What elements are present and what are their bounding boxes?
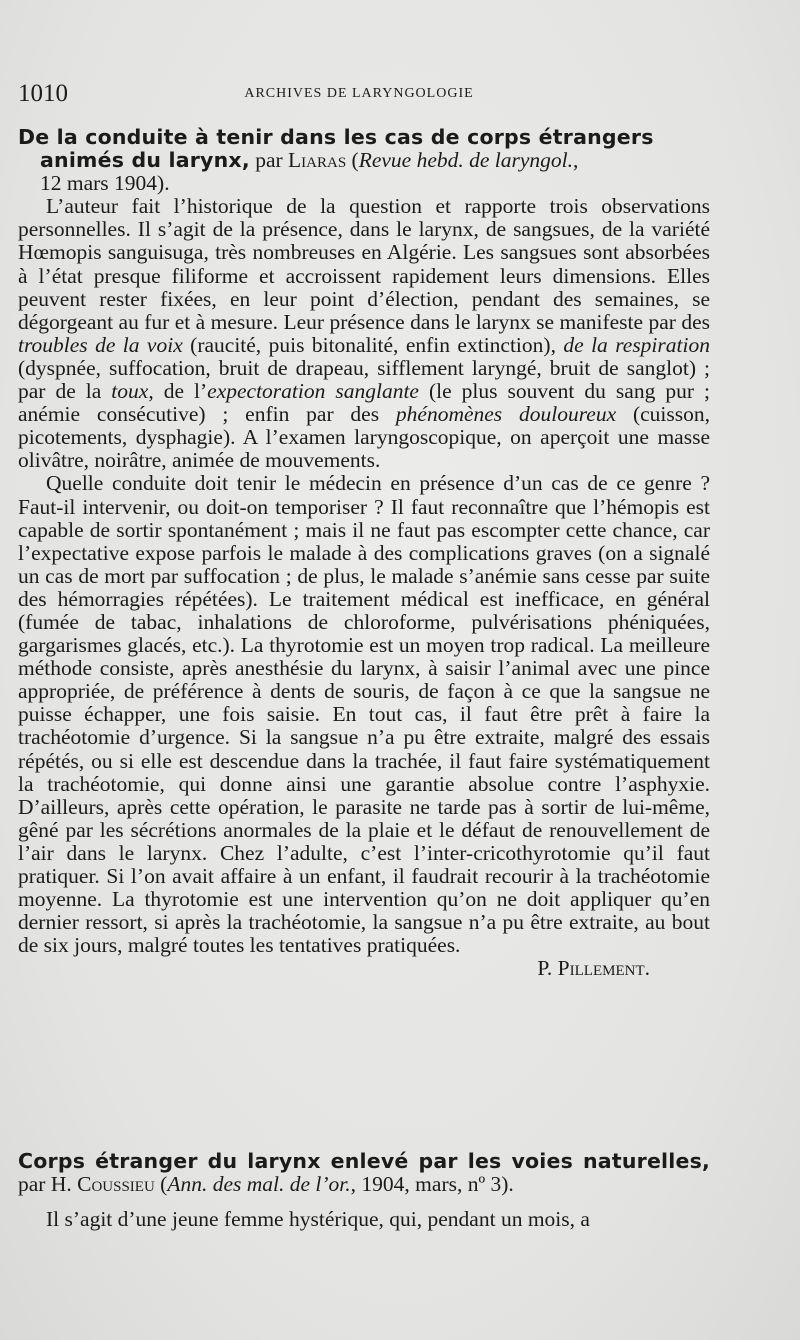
p2-text: Quelle conduite doit tenir le médecin en présence d’un cas de ce genre ? Faut-il intervenir, ou doit-on temporiser ? Il faut reconnaître que l’hémopis est capable de sortir spontanément ; mais il ne faut pas escompter cette chance, car l’expectative expose parfois le malade à des complications graves (on a signalé un cas de mort par suffocation ; de plus, le malade s’anémie sans cesse par suite des hémorragies répétées). Le traitement médical est inefficace, en général (fumée de tabac, inhalations de chloroforme, pulvérisations phéniquées, gargarismes glacés, etc.). La thyrotomie est un moyen trop radical. La meilleure méthode consiste, après anesthésie du larynx, à saisir l’animal avec une pince appropriée, de préférence à dents de souris, de façon à ce que la sangsue ne puisse échapper, une fois saisie. En tout cas, il faut être prêt à faire la trachéotomie d’urgence. Si la sangsue n’a pu être extraite, malgré des essais répétés, ou si elle est descendue dans la trachée, il faut faire systématiquement la trachéotomie, qui donne ainsi une garantie absolue contre l’asphyxie. D’ailleurs, après cette opération, le parasite ne tarde pas à sortir de lui-même, gêné par les sécrétions anormales de la plaie et le défaut de renouvellement de l’air dans le larynx. Chez l’adulte, c’est l’inter-cricothyrotomie qu’il faut pratiquer. Si l’on avait affaire à un enfant, il faudrait recourir à la trachéotomie moyenne. La thyrotomie est une intervention qu’on ne doit appliquer qu’en dernier ressort, si après la trachéotomie, la sangsue n’a pu être extraite, au bout de six jours, malgré toutes les tentatives pratiquées. bbox=[18, 471, 710, 958]
article-1-body bbox=[18, 195, 710, 957]
article-1-source-close: , bbox=[573, 148, 579, 173]
article-1-signature-row bbox=[18, 957, 710, 980]
p1-italic-4: expectoration sanglante bbox=[207, 379, 419, 404]
p1-text-3: (dyspnée, suffocation, bruit de drapeau, sifflement laryngé, bruit de sanglot) ; par de la bbox=[18, 355, 710, 404]
p1-text-1: L’auteur fait l’historique de la question et rapporte trois observations personnelles. Il s’agit de la présence, dans le larynx, de sangsues, de la variété Hœmopis sanguisuga, très nombreuses en Algérie. Les sangsues sont absorbées à l’état presque filiforme et accroissent rapidement leurs dimensions. Elles peuvent rester fixées, en leur point d’élection, pendant des semaines, se dégorgeant au fur et à mesure. Leur présence dans le larynx se manifeste par des bbox=[18, 194, 710, 334]
p1-text-5: (le plus souvent du sang pur ; anémie consécutive) ; enfin par des bbox=[18, 379, 710, 427]
article-1-source-open: ( bbox=[346, 148, 359, 173]
article-2-author: Coussieu bbox=[77, 1172, 155, 1197]
article-1-date: 12 mars 1904). bbox=[40, 171, 170, 196]
article-1-paragraph-2 bbox=[18, 472, 710, 957]
article-2-body bbox=[18, 1208, 710, 1231]
p1-text-6: (cuisson, picotements, dysphagie). A l’examen laryngoscopique, on aperçoit une masse olivâtre, noirâtre, animée de mouvements. bbox=[18, 402, 710, 473]
article-1-source: Revue hebd. de laryngol. bbox=[358, 148, 574, 173]
p1-italic-2: de la respiration bbox=[563, 332, 710, 357]
p1-text-2: (raucité, puis bitonalité, enfin extinction), bbox=[182, 332, 564, 357]
article-1-signature: P. Pillement. bbox=[537, 956, 650, 981]
article-2-source-open: ( bbox=[154, 1172, 168, 1197]
page-number: 1010 bbox=[18, 80, 68, 107]
article-2-paragraph-1: Il s’agit d’une jeune femme hystérique, qui, pendant un mois, a bbox=[46, 1207, 590, 1232]
article-1-heading bbox=[18, 126, 710, 195]
article-1-title-bold-2: animés du larynx, bbox=[40, 148, 250, 173]
article-2-heading bbox=[18, 1150, 710, 1196]
article-1-paragraph-1 bbox=[18, 195, 710, 472]
article-2-source: Ann. des mal. de l’or. bbox=[167, 1172, 351, 1197]
article-1 bbox=[18, 126, 710, 980]
article-1-by: par bbox=[249, 148, 289, 173]
p1-italic-5: phénomènes douloureux bbox=[395, 402, 617, 427]
page-header bbox=[18, 80, 700, 110]
p1-text-4: , de l’ bbox=[148, 379, 208, 404]
article-2-by: par H. bbox=[18, 1172, 78, 1197]
article-1-author: Liaras bbox=[288, 148, 347, 173]
running-title: ARCHIVES DE LARYNGOLOGIE bbox=[244, 86, 474, 101]
article-2-title: Corps étranger du larynx enlevé par les voies naturelles, bbox=[18, 1149, 710, 1173]
p1-italic-3: toux bbox=[111, 379, 149, 404]
article-1-title-line-1: De la conduite à tenir dans les cas de corps étrangers bbox=[18, 125, 654, 149]
article-1-title-line-2 bbox=[18, 148, 578, 172]
article-2-source-rest: , 1904, mars, nº 3). bbox=[350, 1172, 514, 1197]
p1-italic-1: troubles de la voix bbox=[18, 332, 183, 357]
article-2 bbox=[18, 1150, 710, 1231]
